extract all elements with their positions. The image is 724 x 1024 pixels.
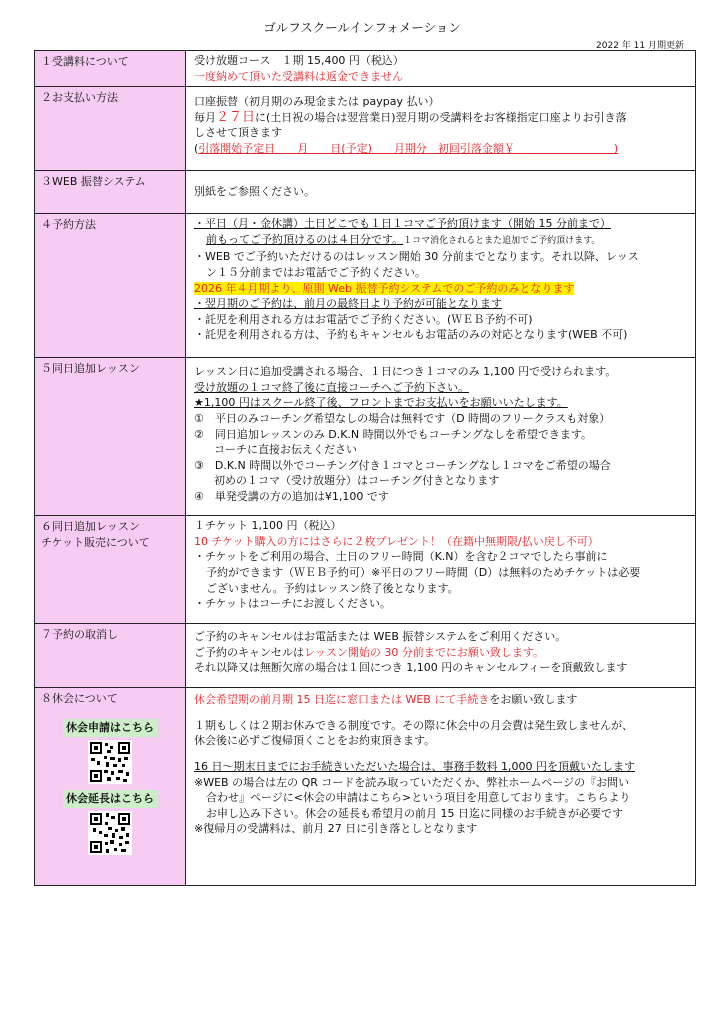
text-line: ・翌月期のご予約は、前月の最終日より予約が可能となります bbox=[194, 297, 502, 311]
text-line: ※WEB の場合は左の QR コードを読み取っていただくか、弊社ホームページの『お問い bbox=[194, 775, 630, 789]
row-label: ５同日追加レッスン bbox=[35, 358, 186, 516]
highlight-notice: 2026 年４月期より、原則 Web 振替予約システムでのご予約のみとなります bbox=[194, 281, 575, 295]
text-line: ① 平日のみコーチング希望なしの場合は無料です（D 時間のフリークラスも対象） bbox=[194, 411, 611, 425]
update-date: 2022 年 11 月期更新 bbox=[596, 41, 684, 51]
row-web-system bbox=[35, 171, 696, 214]
row-content bbox=[186, 516, 696, 624]
row-payment bbox=[35, 87, 696, 171]
row-content bbox=[186, 624, 696, 688]
text-span: 毎月 bbox=[194, 110, 216, 124]
text-line: ・託児を利用される方はお電話でご予約ください。(ＷＥＢ予約不可) bbox=[194, 312, 533, 326]
row-content bbox=[186, 214, 696, 358]
row-label bbox=[35, 688, 186, 886]
row-content bbox=[186, 358, 696, 516]
text-line: 休会後に必ずご復帰頂くことをお約束頂きます。 bbox=[194, 734, 436, 748]
qr-label: 休会申請はこちら bbox=[63, 719, 157, 737]
text-line: 一度納めて頂いた受講料は返金できません bbox=[194, 69, 403, 83]
row-label bbox=[35, 516, 186, 624]
text-line: 16 日～期末日までにお手続きいただいた場合は、事務手数料 1,000 円を頂戴いたします bbox=[194, 759, 635, 773]
text-line: ③ D.K.N 時間以外でコーチング付き１コマとコーチングなし１コマをご希望の場合 bbox=[194, 458, 611, 472]
row-content bbox=[186, 688, 696, 886]
text-span: 前もってご予約頂けるのは４日分です。 bbox=[206, 232, 404, 246]
text-line: 10 チケット購入の方にはさらに２枚プレゼント！（在籍中無期限/払い戻し不可） bbox=[194, 534, 599, 548]
text-line bbox=[194, 141, 689, 157]
row-tuition bbox=[35, 51, 696, 87]
text-line: 別紙をご参照ください。 bbox=[194, 185, 315, 199]
text-line bbox=[194, 692, 689, 708]
text-line bbox=[194, 645, 689, 661]
text-line: ・チケットはコーチにお渡しください。 bbox=[194, 597, 392, 611]
text-span: ご予約のキャンセルは bbox=[194, 645, 304, 659]
text-span: に(土日祝の場合は翌営業日)翌月期の受講料をお客様指定口座よりお引き落 bbox=[255, 110, 627, 124]
text-span: ( bbox=[194, 141, 199, 155]
text-line: 受け放題コース １期 15,400 円（税込） bbox=[194, 54, 404, 67]
text-line: 初めの１コマ（受け放題分）はコーチング付きとなります bbox=[214, 474, 500, 488]
text-line: ④ 単発受講の方の追加は¥1,100 です bbox=[194, 489, 389, 503]
text-line bbox=[194, 281, 689, 297]
qr-label: 休会延長はこちら bbox=[63, 790, 157, 808]
row-content bbox=[186, 171, 696, 214]
row-label-line: ８休会について bbox=[41, 692, 118, 706]
text-line: 口座振替（初月期のみ現金または paypay 払い） bbox=[194, 95, 440, 109]
text-line: １チケット 1,100 円（税込） bbox=[194, 519, 342, 533]
qr-block-extend bbox=[41, 790, 179, 855]
row-extra-lesson bbox=[35, 358, 696, 516]
text-line: レッスン日に追加受講される場合、１日につき１コマのみ 1,100 円で受けられます。 bbox=[194, 365, 617, 379]
row-label-line: ６同日追加レッスン bbox=[41, 520, 140, 534]
text-span: をお願い致します bbox=[489, 693, 578, 707]
text-line: ございません。予約はレッスン終了後となります。 bbox=[206, 581, 459, 595]
text-span: 休会希望期の前月期 15 日迄に窓口または WEB にて手続き bbox=[194, 693, 490, 707]
row-label: ７予約の取消し bbox=[35, 624, 186, 688]
text-line: 受け放題の１コマ終了後に直接コーチへご予約下さい。 bbox=[194, 380, 469, 394]
info-table bbox=[34, 50, 696, 886]
payment-day: ２７日 bbox=[216, 109, 256, 125]
text-line: お申し込み下さい。休会の延長も希望月の前月 15 日迄に同様のお手続きが必要です bbox=[206, 806, 623, 820]
debit-start-field: 引落開始予定日 月 日(予定) 月期分 初回引落金額￥ ) bbox=[198, 141, 619, 155]
text-line: ・託児を利用される方は、予約もキャンセルもお電話のみの対応となります(WEB 不可) bbox=[194, 328, 628, 342]
text-line: ン１５分前まではお電話でご予約ください。 bbox=[206, 265, 426, 279]
qr-block-apply bbox=[41, 719, 179, 784]
text-line: ご予約のキャンセルはお電話または WEB 振替システムをご利用ください。 bbox=[194, 630, 567, 644]
row-label-line: チケット販売について bbox=[41, 536, 150, 550]
row-label: ４予約方法 bbox=[35, 214, 186, 358]
row-label: １受講料について bbox=[35, 51, 186, 87]
row-content bbox=[186, 87, 696, 171]
text-line: コーチに直接お伝えください bbox=[214, 443, 357, 457]
text-span: １コマ消化されるとまた追加でご予約頂けます。 bbox=[403, 235, 601, 246]
text-line: しさせて頂きます bbox=[194, 126, 282, 140]
row-content bbox=[186, 51, 696, 87]
row-reservation bbox=[35, 214, 696, 358]
text-line: ・WEB でご予約いただけるのはレッスン開始 30 分前までとなります。それ以降、レッス bbox=[194, 250, 639, 264]
text-line: ※復帰月の受講料は、前月 27 日に引き落としとなります bbox=[194, 822, 478, 836]
text-line: ・平日（月・金休講）土日どこでも１日１コマご予約頂けます（開始 15 分前まで） bbox=[194, 217, 611, 231]
text-line: それ以降又は無断欠席の場合は１回につき 1,100 円のキャンセルフィーを頂戴致します bbox=[194, 661, 628, 675]
text-line bbox=[194, 232, 689, 250]
row-suspension bbox=[35, 688, 696, 886]
text-line: ② 同日追加レッスンのみ D.K.N 時間以外でもコーチングなしを希望できます。 bbox=[194, 427, 592, 441]
text-line: 合わせ』ページに<休会の申請はこちら>という項目を用意しております。こちらより bbox=[206, 791, 631, 805]
text-span: レッスン開始の 30 分前までにお願い致します。 bbox=[304, 645, 544, 659]
text-line bbox=[194, 110, 689, 126]
qr-code-icon[interactable] bbox=[88, 740, 132, 784]
row-label: ２お支払い方法 bbox=[35, 87, 186, 171]
qr-code-icon[interactable] bbox=[88, 811, 132, 855]
text-line: ★1,100 円はスクール終了後、フロントまでお支払いをお願いいたします。 bbox=[194, 396, 568, 410]
page-title: ゴルフスクールインフォメーション bbox=[263, 20, 461, 35]
text-line: ・チケットをご利用の場合、土日のフリー時間（K.N）を含む２コマでしたら事前に bbox=[194, 550, 608, 564]
row-ticket bbox=[35, 516, 696, 624]
row-cancellation bbox=[35, 624, 696, 688]
text-line: 予約ができます（ＷＥＢ予約可）※平日のフリー時間（D）は無料のためチケットは必要 bbox=[206, 565, 641, 579]
text-line: １期もしくは２期お休みできる制度です。その際に休会中の月会費は発生致しませんが、 bbox=[194, 718, 634, 732]
row-label: ３WEB 振替システム bbox=[35, 171, 186, 214]
